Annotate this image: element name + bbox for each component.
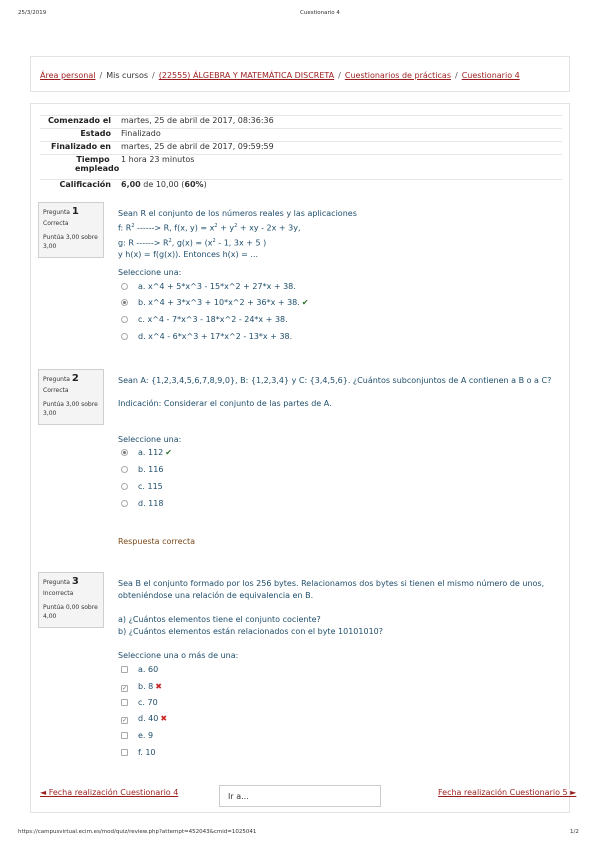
question-text-1: Sean R el conjunto de los números reales y las aplicaciones f: $R^2$ ------> R, f(x, $y) = x^2 + y^2$ + xy - 2x + 3y, g: R ------> $R^2$, $g(x) = (x^2 - 1$, 3x + 5 ) y h(x) = f(g(x)). Entonces h(x) = ... [118,209,357,260]
question-hint-2: Indicación: Considerar el conjunto de las partes de A. [118,399,332,408]
radio-button[interactable] [121,333,128,340]
question-status: Correcta [43,220,69,227]
question-text-3: Sea B el conjunto formado por los 256 bytes. Relacionamos dos bytes si tienen el mismo número de unos, obteniéndose una relación de equivalencia en B. [118,579,545,600]
radio-button[interactable] [121,316,128,323]
correct-check-icon: ✔ [165,448,172,457]
option-2a[interactable]: a. 112 ✔ [121,448,172,457]
print-title: Cuestionario 4 [300,10,340,16]
breadcrumb-section[interactable]: Cuestionarios de prácticas [344,71,451,80]
question-grade: Puntúa 0,00 sobre 4,00 [43,604,98,620]
prev-activity-link[interactable]: ◄ Fecha realización Cuestionario 4 [40,788,179,797]
question-info-1: Pregunta 1 Correcta Puntúa 3,00 sobre 3,00 [38,202,104,258]
summary-label-state: Estado [40,129,116,142]
print-url: https://campusvirtual.ecim.es/mod/quiz/review.php?attempt=452043&cmid=1025041 [18,829,257,835]
summary-value-state: Finalizado [116,129,562,142]
option-3e[interactable]: e. 9 [121,731,153,740]
option-3a[interactable]: a. 60 [121,665,158,674]
option-1d[interactable]: d. x^4 - 6*x^3 + 17*x^2 - 13*x + 38. [121,332,292,341]
attempt-summary [40,115,562,193]
question-grade: Puntúa 3,00 sobre 3,00 [43,234,98,250]
summary-label-started: Comenzado el [40,116,116,129]
option-3c[interactable]: c. 70 [121,698,158,707]
summary-label-grade: Calificación [40,180,116,193]
option-3d[interactable]: ✓ d. 40 ✖ [122,714,168,724]
question-text-2: Sean A: {1,2,3,4,5,6,7,8,9,0}, B: {1,2,3,4} y C: {3,4,5,6}. ¿Cuántos subconjuntos de A contienen a B o a C? [118,376,552,385]
correct-check-icon: ✔ [301,298,309,307]
breadcrumb-quiz[interactable]: Cuestionario 4 [461,71,520,80]
next-activity-link[interactable]: Fecha realización Cuestionario 5 ► [438,788,577,797]
question-prompt-2: Seleccione una: [118,435,182,444]
incorrect-cross-icon: ✖ [160,714,168,723]
radio-button[interactable] [121,483,128,490]
checkbox[interactable] [121,699,128,706]
option-3b[interactable]: ✓ b. 8 ✖ [122,682,162,692]
radio-button[interactable] [121,283,128,290]
print-date: 25/3/2019 [18,10,47,16]
option-2c[interactable]: c. 115 [121,482,163,491]
question-status: Incorrecta [43,590,74,597]
radio-button[interactable] [121,466,128,473]
feedback-2: Respuesta correcta [118,537,196,546]
summary-value-grade: 6,00 de 10,00 (60%) [116,180,562,193]
option-2d[interactable]: d. 118 [121,499,163,508]
jump-to-select[interactable]: Ir a... [219,785,381,807]
question-sub-b-3: b) ¿Cuántos elementos están relacionados con el byte 10101010? [118,627,383,636]
question-prompt-3: Seleccione una o más de una: [118,651,239,660]
checkbox-checked[interactable]: ✓ [122,685,128,692]
breadcrumb-home[interactable]: Área personal [40,71,96,80]
option-1a[interactable]: a. x^4 + 5*x^3 - 15*x^2 + 27*x + 38. [121,282,296,291]
breadcrumb: Área personal / Mis cursos / (22555) ÁLGEBRA Y MATEMÁTICA DISCRETA / Cuestionarios de prácticas / Cuestionario 4 [40,71,520,80]
summary-label-finished: Finalizado en [40,142,116,155]
question-prompt-1: Seleccione una: [118,268,182,277]
checkbox[interactable] [121,749,128,756]
radio-button-selected[interactable] [121,299,128,306]
print-page: 1/2 [570,829,579,835]
radio-button-selected[interactable] [121,449,128,456]
breadcrumb-course[interactable]: (22555) ÁLGEBRA Y MATEMÁTICA DISCRETA [158,71,335,80]
breadcrumb-my-courses: Mis cursos [106,71,149,80]
checkbox-checked[interactable]: ✓ [122,717,128,724]
question-sub-a-3: a) ¿Cuántos elementos tiene el conjunto cociente? [118,615,321,624]
option-1b[interactable]: b. x^4 + 3*x^3 + 10*x^2 + 36*x + 38. ✔ [121,298,309,307]
checkbox[interactable] [121,666,128,673]
summary-value-finished: martes, 25 de abril de 2017, 09:59:59 [116,142,562,155]
incorrect-cross-icon: ✖ [155,682,162,691]
option-1c[interactable]: c. x^4 - 7*x^3 - 18*x^2 - 24*x + 38. [121,315,288,324]
summary-label-time: Tiempo empleado [40,155,116,180]
question-info-3: Pregunta 3 Incorrecta Puntúa 0,00 sobre 4,00 [38,572,104,628]
option-2b[interactable]: b. 116 [121,465,163,474]
question-grade: Puntúa 3,00 sobre 3,00 [43,401,98,417]
question-info-2: Pregunta 2 Correcta Puntúa 3,00 sobre 3,00 [38,369,104,425]
summary-value-time: 1 hora 23 minutos [116,155,562,180]
summary-value-started: martes, 25 de abril de 2017, 08:36:36 [116,116,562,129]
radio-button[interactable] [121,500,128,507]
option-3f[interactable]: f. 10 [121,748,156,757]
question-status: Correcta [43,387,69,394]
checkbox[interactable] [121,732,128,739]
breadcrumb-container [30,56,570,92]
